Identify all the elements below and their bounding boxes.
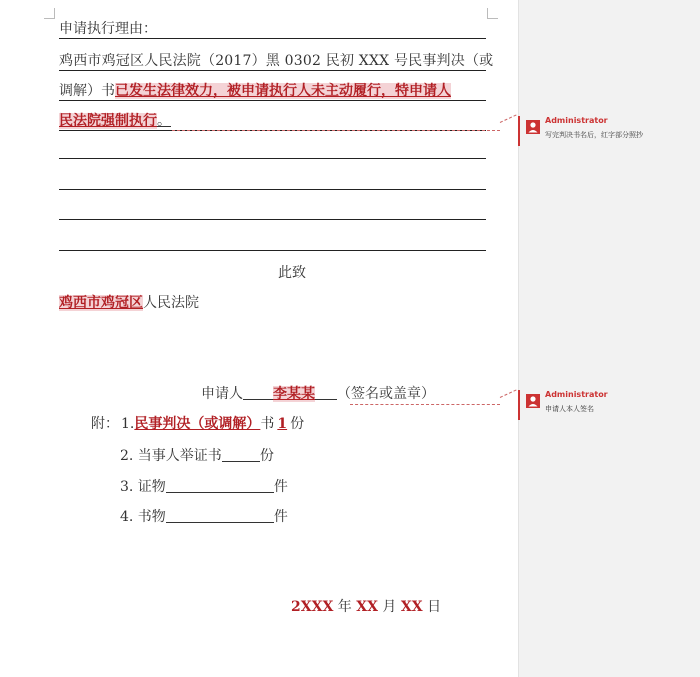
comment-connector — [172, 130, 500, 131]
attach-text: 2. 当事人举证书 — [120, 448, 222, 464]
attach-number: 1. — [121, 416, 135, 432]
ruled-line — [59, 38, 486, 39]
attachment-item-2 — [120, 447, 274, 465]
user-avatar-icon — [526, 120, 540, 134]
comment-margin-pane — [518, 0, 700, 677]
underline-blank — [222, 447, 260, 462]
user-avatar-icon — [526, 394, 540, 408]
attach-label: 附： — [91, 416, 119, 432]
comment-text: 申请人本人签名 — [545, 405, 594, 413]
paragraph-line-2 — [59, 82, 451, 100]
attachment-item-4 — [120, 508, 288, 526]
date-day: XX — [400, 599, 423, 615]
ruled-line — [59, 219, 486, 220]
date-month-unit: 月 — [382, 599, 397, 615]
attach-unit: 件 — [273, 509, 288, 525]
underline-blank — [243, 385, 273, 400]
attach-unit: 份 — [259, 448, 274, 464]
court-highlight: 鸡西市鸡冠区 — [59, 295, 143, 311]
comment-author: Administrator — [545, 116, 608, 125]
attach-mid: 书 — [260, 416, 275, 432]
comment-text: 写完判决书名后，红字部分照抄 — [545, 131, 643, 139]
applicant-line — [201, 385, 435, 403]
underline-blank — [166, 478, 274, 493]
date-year: 2XXX — [291, 599, 334, 615]
attachment-item-3 — [120, 478, 288, 496]
copy-text-highlight: 民法院强制执行 — [59, 113, 157, 129]
comment-bar — [518, 390, 520, 420]
attach-unit: 份 — [290, 416, 305, 432]
comment-bar — [518, 116, 520, 146]
comment-author: Administrator — [545, 390, 608, 399]
underline-blank — [166, 508, 274, 523]
attachment-item-1 — [91, 415, 304, 433]
applicant-label: 申请人 — [201, 386, 243, 402]
judgment-type-text: 调解）书 — [59, 83, 115, 99]
court-suffix: 人民法院 — [143, 295, 199, 311]
attach-doc-name: 民事判决（或调解） — [134, 416, 261, 432]
page-corner-marker — [487, 8, 498, 19]
sign-note: （签名或盖章） — [337, 386, 435, 402]
underline-blank — [315, 385, 337, 400]
attach-text: 4. 书物 — [120, 509, 166, 525]
date-day-unit: 日 — [427, 599, 442, 615]
date-year-unit: 年 — [337, 599, 352, 615]
comment-connector — [350, 404, 500, 405]
paragraph-line-1: 鸡西市鸡冠区人民法院（2017）黑 0302 民初 XXX 号民事判决（或 — [59, 53, 494, 69]
comment-card[interactable] — [518, 116, 700, 148]
attach-count: 1 — [277, 416, 288, 432]
court-name — [59, 294, 199, 312]
reason-heading: 申请执行理由： — [59, 21, 157, 37]
page-corner-marker — [44, 8, 55, 19]
attach-unit: 件 — [273, 479, 288, 495]
period: 。 — [157, 113, 171, 129]
date-month: XX — [356, 599, 378, 615]
date-line — [291, 598, 441, 616]
ruled-line — [59, 250, 486, 251]
ruled-line — [59, 158, 486, 159]
attach-text: 3. 证物 — [120, 479, 166, 495]
copy-text-highlight: 已发生法律效力，被申请执行人未主动履行，特申请人 — [115, 83, 451, 99]
ruled-line — [59, 189, 486, 190]
ruled-line — [59, 70, 486, 71]
comment-card[interactable] — [518, 390, 700, 422]
ruled-line — [59, 100, 486, 101]
paragraph-line-3 — [59, 112, 171, 130]
applicant-name[interactable]: 李某某 — [273, 386, 315, 402]
salutation: 此致 — [278, 265, 306, 281]
